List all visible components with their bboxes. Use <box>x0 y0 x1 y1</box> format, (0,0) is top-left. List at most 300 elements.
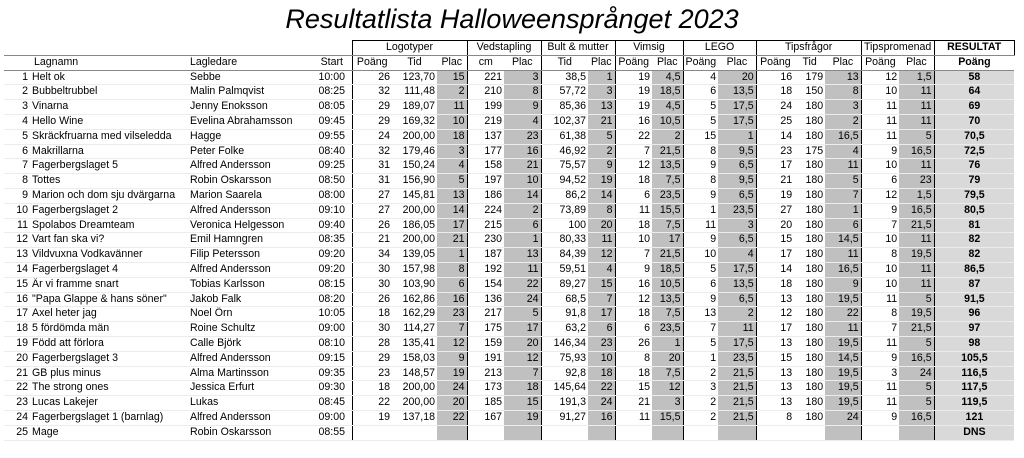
cell-bult-plac: 4 <box>588 262 615 277</box>
col-header-plac: Plac <box>504 55 541 70</box>
cell-vedstapling-cm: 159 <box>467 336 504 351</box>
cell-vedstapling-plac: 10 <box>504 174 541 189</box>
cell-start-time: 08:05 <box>312 100 352 115</box>
cell-tipsfragor-plac: 19,5 <box>825 381 861 396</box>
cell-logotyper-poang: 24 <box>352 129 392 144</box>
cell-lego-poang: 2 <box>683 410 718 425</box>
cell-bult-tid: 94,52 <box>541 174 588 189</box>
cell-bult-tid: 92,8 <box>541 366 588 381</box>
cell-vedstapling-cm: 173 <box>467 381 504 396</box>
cell-team-leader: Alfred Andersson <box>188 203 312 218</box>
cell-tipspromenad-plac: 16,5 <box>899 410 934 425</box>
cell-lego-plac: 9,5 <box>718 144 756 159</box>
cell-vedstapling-plac: 14 <box>504 188 541 203</box>
cell-tipsfragor-poang: 18 <box>756 277 794 292</box>
cell-tipspromenad-poang: 11 <box>861 114 899 129</box>
cell-logotyper-plac: 4 <box>437 159 467 174</box>
cell-vedstapling-cm: 199 <box>467 100 504 115</box>
cell-team-leader: Alfred Andersson <box>188 351 312 366</box>
cell-tipspromenad-poang: 7 <box>861 218 899 233</box>
cell-tipspromenad-plac: 21,5 <box>899 322 934 337</box>
cell-lego-poang: 6 <box>683 277 718 292</box>
cell-logotyper-poang: 26 <box>352 218 392 233</box>
cell-logotyper-tid: 148,57 <box>392 366 437 381</box>
cell-tipsfragor-tid: 180 <box>794 100 825 115</box>
cell-row-number: 20 <box>4 351 30 366</box>
cell-bult-plac: 17 <box>588 307 615 322</box>
cell-logotyper-poang: 27 <box>352 203 392 218</box>
cell-row-number: 14 <box>4 262 30 277</box>
cell-vedstapling-plac: 12 <box>504 351 541 366</box>
table-row <box>4 100 1014 115</box>
cell-tipspromenad-plac: 19,5 <box>899 248 934 263</box>
cell-logotyper-poang: 34 <box>352 248 392 263</box>
cell-bult-tid: 91,27 <box>541 410 588 425</box>
cell-tipspromenad-poang: 8 <box>861 248 899 263</box>
table-row <box>4 218 1014 233</box>
cell-vedstapling-plac: 20 <box>504 336 541 351</box>
cell-tipspromenad-poang: 6 <box>861 174 899 189</box>
cell-vedstapling-cm: 137 <box>467 129 504 144</box>
cell-row-number: 17 <box>4 307 30 322</box>
cell-tipsfragor-poang: 27 <box>756 203 794 218</box>
cell-vimsig-plac: 3 <box>652 396 683 411</box>
cell-start-time: 09:00 <box>312 322 352 337</box>
cell-bult-plac: 23 <box>588 336 615 351</box>
cell-vedstapling-plac: 6 <box>504 218 541 233</box>
cell-tipsfragor-tid: 180 <box>794 336 825 351</box>
cell-tipsfragor-plac <box>825 425 861 440</box>
cell-team-name: Fagerbergslaget 3 <box>30 351 188 366</box>
cell-tipsfragor-tid: 180 <box>794 396 825 411</box>
cell-result-poang: 121 <box>934 410 1014 425</box>
cell-vimsig-poang: 16 <box>615 277 652 292</box>
cell-lego-poang: 3 <box>683 381 718 396</box>
cell-tipspromenad-plac <box>899 425 934 440</box>
cell-bult-plac <box>588 425 615 440</box>
cell-vimsig-poang: 21 <box>615 396 652 411</box>
cell-logotyper-poang: 28 <box>352 336 392 351</box>
cell-team-name: Hello Wine <box>30 114 188 129</box>
cell-team-leader: Filip Petersson <box>188 248 312 263</box>
cell-team-name: Makrillarna <box>30 144 188 159</box>
cell-bult-tid: 102,37 <box>541 114 588 129</box>
cell-bult-tid: 100 <box>541 218 588 233</box>
cell-logotyper-poang: 26 <box>352 70 392 85</box>
cell-tipsfragor-tid: 180 <box>794 218 825 233</box>
cell-logotyper-tid: 169,32 <box>392 114 437 129</box>
cell-team-name: Vinarna <box>30 100 188 115</box>
cell-team-name: Skräckfruarna med vilseledda <box>30 129 188 144</box>
cell-logotyper-poang: 29 <box>352 100 392 115</box>
cell-result-poang: DNS <box>934 425 1014 440</box>
cell-lego-plac: 17,5 <box>718 114 756 129</box>
cell-row-number: 5 <box>4 129 30 144</box>
cell-tipspromenad-poang: 10 <box>861 159 899 174</box>
cell-result-poang: 91,5 <box>934 292 1014 307</box>
cell-tipsfragor-tid: 180 <box>794 292 825 307</box>
cell-tipsfragor-plac: 16,5 <box>825 129 861 144</box>
cell-tipspromenad-plac: 11 <box>899 114 934 129</box>
cell-lego-plac: 6,5 <box>718 233 756 248</box>
cell-tipsfragor-plac: 11 <box>825 322 861 337</box>
cell-tipsfragor-poang: 12 <box>756 307 794 322</box>
cell-row-number: 7 <box>4 159 30 174</box>
cell-logotyper-tid: 158,03 <box>392 351 437 366</box>
cell-tipsfragor-tid <box>794 425 825 440</box>
cell-vimsig-poang: 18 <box>615 174 652 189</box>
cell-tipsfragor-plac: 16,5 <box>825 262 861 277</box>
cell-bult-plac: 22 <box>588 381 615 396</box>
group-header-lego: LEGO <box>683 41 756 56</box>
cell-tipsfragor-tid: 180 <box>794 114 825 129</box>
cell-vimsig-poang: 6 <box>615 322 652 337</box>
cell-logotyper-poang: 18 <box>352 381 392 396</box>
cell-team-name: Fagerbergslaget 1 (barnlag) <box>30 410 188 425</box>
cell-logotyper-tid: 114,27 <box>392 322 437 337</box>
cell-start-time: 08:20 <box>312 292 352 307</box>
cell-vedstapling-plac: 7 <box>504 366 541 381</box>
cell-lego-poang: 8 <box>683 174 718 189</box>
cell-lego-plac <box>718 425 756 440</box>
cell-tipsfragor-plac: 11 <box>825 159 861 174</box>
cell-vimsig-plac: 10,5 <box>652 277 683 292</box>
cell-lego-plac: 2 <box>718 307 756 322</box>
cell-tipsfragor-plac: 7 <box>825 188 861 203</box>
cell-vimsig-poang: 26 <box>615 336 652 351</box>
cell-vedstapling-cm: 177 <box>467 144 504 159</box>
cell-team-leader: Robin Oskarsson <box>188 174 312 189</box>
cell-lego-poang: 9 <box>683 233 718 248</box>
cell-vimsig-plac: 7,5 <box>652 366 683 381</box>
col-header-resultat-poang: Poäng <box>934 55 1014 70</box>
cell-logotyper-poang: 26 <box>352 292 392 307</box>
cell-row-number: 12 <box>4 233 30 248</box>
cell-row-number: 2 <box>4 85 30 100</box>
cell-team-leader: Emil Hamngren <box>188 233 312 248</box>
col-header-poang: Poäng <box>615 55 652 70</box>
cell-tipsfragor-plac: 1 <box>825 203 861 218</box>
cell-lego-poang: 8 <box>683 144 718 159</box>
cell-logotyper-tid: 135,41 <box>392 336 437 351</box>
cell-result-poang: 64 <box>934 85 1014 100</box>
cell-vimsig-plac: 13,5 <box>652 292 683 307</box>
cell-team-name: "Papa Glappe & hans söner" <box>30 292 188 307</box>
cell-tipsfragor-poang: 13 <box>756 336 794 351</box>
cell-vimsig-plac: 20 <box>652 351 683 366</box>
cell-team-leader: Robin Oskarsson <box>188 425 312 440</box>
cell-logotyper-plac: 3 <box>437 144 467 159</box>
cell-tipspromenad-plac: 11 <box>899 85 934 100</box>
cell-logotyper-poang: 30 <box>352 262 392 277</box>
cell-lego-poang: 1 <box>683 351 718 366</box>
cell-vedstapling-cm: 221 <box>467 70 504 85</box>
cell-bult-plac: 6 <box>588 322 615 337</box>
cell-tipspromenad-poang: 9 <box>861 203 899 218</box>
cell-start-time: 09:00 <box>312 410 352 425</box>
cell-logotyper-plac: 13 <box>437 188 467 203</box>
cell-team-leader: Evelina Abrahamsson <box>188 114 312 129</box>
cell-bult-tid: 63,2 <box>541 322 588 337</box>
group-header-resultat: RESULTAT <box>934 41 1014 56</box>
cell-start-time: 09:20 <box>312 248 352 263</box>
cell-vimsig-poang: 18 <box>615 307 652 322</box>
cell-bult-plac: 15 <box>588 277 615 292</box>
cell-result-poang: 70 <box>934 114 1014 129</box>
group-header-bult-mutter: Bult & mutter <box>541 41 615 56</box>
cell-vimsig-plac: 4,5 <box>652 70 683 85</box>
cell-tipsfragor-tid: 180 <box>794 366 825 381</box>
cell-vimsig-poang: 11 <box>615 410 652 425</box>
cell-lego-poang: 4 <box>683 70 718 85</box>
cell-tipsfragor-plac: 24 <box>825 410 861 425</box>
cell-tipspromenad-poang: 11 <box>861 129 899 144</box>
cell-bult-plac: 14 <box>588 188 615 203</box>
cell-tipspromenad-plac: 11 <box>899 277 934 292</box>
cell-vedstapling-plac: 15 <box>504 396 541 411</box>
cell-logotyper-plac: 24 <box>437 381 467 396</box>
cell-lego-poang: 9 <box>683 159 718 174</box>
cell-tipsfragor-poang: 13 <box>756 366 794 381</box>
table-row <box>4 410 1014 425</box>
cell-logotyper-plac: 22 <box>437 410 467 425</box>
table-row <box>4 396 1014 411</box>
cell-vedstapling-cm: 136 <box>467 292 504 307</box>
cell-start-time: 09:20 <box>312 262 352 277</box>
table-row <box>4 351 1014 366</box>
cell-row-number: 13 <box>4 248 30 263</box>
cell-result-poang: 82 <box>934 233 1014 248</box>
cell-tipspromenad-plac: 16,5 <box>899 351 934 366</box>
cell-vedstapling-cm: 219 <box>467 114 504 129</box>
cell-vedstapling-plac: 11 <box>504 262 541 277</box>
cell-vimsig-poang: 19 <box>615 85 652 100</box>
cell-row-number: 15 <box>4 277 30 292</box>
cell-vimsig-plac: 17 <box>652 233 683 248</box>
cell-tipsfragor-plac: 19,5 <box>825 366 861 381</box>
cell-logotyper-tid: 162,29 <box>392 307 437 322</box>
cell-result-poang: 80,5 <box>934 203 1014 218</box>
cell-tipsfragor-tid: 180 <box>794 129 825 144</box>
cell-team-leader: Alfred Andersson <box>188 262 312 277</box>
cell-team-name: The strong ones <box>30 381 188 396</box>
cell-tipspromenad-poang: 11 <box>861 336 899 351</box>
cell-logotyper-plac: 19 <box>437 366 467 381</box>
cell-team-name: Bubbeltrubbel <box>30 85 188 100</box>
column-header-row <box>4 55 1014 70</box>
col-header-poang: Poäng <box>352 55 392 70</box>
cell-row-number: 16 <box>4 292 30 307</box>
cell-tipspromenad-plac: 24 <box>899 366 934 381</box>
cell-vedstapling-cm <box>467 425 504 440</box>
cell-tipspromenad-poang: 7 <box>861 322 899 337</box>
cell-team-name: Axel heter jag <box>30 307 188 322</box>
cell-vimsig-plac: 10,5 <box>652 114 683 129</box>
cell-tipsfragor-plac: 11 <box>825 248 861 263</box>
cell-tipsfragor-poang: 16 <box>756 70 794 85</box>
cell-tipspromenad-plac: 5 <box>899 292 934 307</box>
cell-tipsfragor-poang: 17 <box>756 159 794 174</box>
cell-start-time: 08:35 <box>312 233 352 248</box>
cell-tipsfragor-plac: 2 <box>825 114 861 129</box>
group-header-row <box>4 41 1014 56</box>
cell-lego-poang <box>683 425 718 440</box>
col-header-plac: Plac <box>437 55 467 70</box>
cell-vedstapling-cm: 185 <box>467 396 504 411</box>
cell-start-time: 08:55 <box>312 425 352 440</box>
col-header-lagledare: Lagledare <box>188 55 312 70</box>
cell-vimsig-plac: 23,5 <box>652 188 683 203</box>
cell-bult-tid: 61,38 <box>541 129 588 144</box>
cell-logotyper-poang: 27 <box>352 188 392 203</box>
cell-vedstapling-plac: 21 <box>504 159 541 174</box>
cell-vedstapling-plac: 4 <box>504 114 541 129</box>
cell-logotyper-plac: 16 <box>437 292 467 307</box>
cell-tipspromenad-poang: 10 <box>861 277 899 292</box>
cell-logotyper-tid: 156,90 <box>392 174 437 189</box>
cell-vimsig-plac: 7,5 <box>652 218 683 233</box>
cell-vedstapling-plac: 2 <box>504 203 541 218</box>
cell-bult-tid: 57,72 <box>541 85 588 100</box>
cell-tipspromenad-poang: 11 <box>861 292 899 307</box>
cell-tipsfragor-plac: 5 <box>825 174 861 189</box>
cell-logotyper-tid: 189,07 <box>392 100 437 115</box>
cell-tipsfragor-plac: 19,5 <box>825 336 861 351</box>
cell-lego-plac: 1 <box>718 129 756 144</box>
cell-lego-poang: 10 <box>683 248 718 263</box>
cell-tipsfragor-tid: 180 <box>794 381 825 396</box>
cell-logotyper-tid: 145,81 <box>392 188 437 203</box>
cell-tipspromenad-plac: 5 <box>899 336 934 351</box>
cell-result-poang: 96 <box>934 307 1014 322</box>
col-header-plac: Plac <box>825 55 861 70</box>
cell-tipsfragor-plac: 3 <box>825 100 861 115</box>
cell-vimsig-poang: 22 <box>615 129 652 144</box>
cell-start-time: 09:25 <box>312 159 352 174</box>
cell-row-number: 1 <box>4 70 30 85</box>
cell-logotyper-poang: 21 <box>352 233 392 248</box>
cell-bult-plac: 1 <box>588 70 615 85</box>
group-header-logotyper: Logotyper <box>352 41 467 56</box>
cell-tipspromenad-plac: 23 <box>899 174 934 189</box>
cell-team-leader: Peter Folke <box>188 144 312 159</box>
cell-vedstapling-cm: 224 <box>467 203 504 218</box>
cell-tipsfragor-tid: 180 <box>794 351 825 366</box>
cell-vedstapling-cm: 217 <box>467 307 504 322</box>
cell-vimsig-poang: 8 <box>615 351 652 366</box>
cell-team-name: Fagerbergslaget 4 <box>30 262 188 277</box>
cell-start-time: 09:10 <box>312 203 352 218</box>
cell-tipsfragor-tid: 175 <box>794 144 825 159</box>
cell-lego-plac: 20 <box>718 70 756 85</box>
cell-start-time: 09:15 <box>312 351 352 366</box>
cell-lego-plac: 21,5 <box>718 396 756 411</box>
cell-tipsfragor-poang: 13 <box>756 396 794 411</box>
cell-logotyper-poang: 22 <box>352 396 392 411</box>
cell-vedstapling-plac: 19 <box>504 410 541 425</box>
cell-start-time: 09:30 <box>312 381 352 396</box>
cell-bult-tid: 146,34 <box>541 336 588 351</box>
cell-bult-tid: 80,33 <box>541 233 588 248</box>
cell-vimsig-plac <box>652 425 683 440</box>
cell-lego-poang: 6 <box>683 85 718 100</box>
cell-vimsig-poang: 18 <box>615 366 652 381</box>
cell-vedstapling-plac <box>504 425 541 440</box>
cell-lego-poang: 15 <box>683 129 718 144</box>
cell-vedstapling-cm: 158 <box>467 159 504 174</box>
cell-team-leader: Jessica Erfurt <box>188 381 312 396</box>
cell-logotyper-tid: 137,18 <box>392 410 437 425</box>
cell-team-name: Vildvuxna Vodkavänner <box>30 248 188 263</box>
cell-lego-plac: 17,5 <box>718 262 756 277</box>
cell-start-time: 08:00 <box>312 188 352 203</box>
cell-row-number: 22 <box>4 381 30 396</box>
cell-logotyper-plac: 20 <box>437 396 467 411</box>
cell-team-leader: Sebbe <box>188 70 312 85</box>
table-row <box>4 322 1014 337</box>
cell-bult-tid: 46,92 <box>541 144 588 159</box>
cell-lego-poang: 9 <box>683 188 718 203</box>
cell-lego-plac: 21,5 <box>718 410 756 425</box>
cell-lego-plac: 17,5 <box>718 100 756 115</box>
cell-bult-tid: 91,8 <box>541 307 588 322</box>
cell-vimsig-plac: 18,5 <box>652 85 683 100</box>
cell-tipspromenad-plac: 5 <box>899 381 934 396</box>
cell-tipspromenad-poang: 3 <box>861 366 899 381</box>
cell-lego-plac: 23,5 <box>718 351 756 366</box>
group-header-tipsfragor: Tipsfrågor <box>756 41 861 56</box>
cell-vedstapling-plac: 9 <box>504 100 541 115</box>
cell-tipsfragor-tid: 179 <box>794 70 825 85</box>
cell-tipsfragor-plac: 8 <box>825 85 861 100</box>
cell-tipspromenad-poang <box>861 425 899 440</box>
cell-vimsig-plac: 15,5 <box>652 410 683 425</box>
cell-vimsig-plac: 2 <box>652 129 683 144</box>
cell-tipspromenad-plac: 11 <box>899 262 934 277</box>
table-row <box>4 159 1014 174</box>
cell-tipspromenad-plac: 5 <box>899 129 934 144</box>
cell-lego-poang: 5 <box>683 114 718 129</box>
table-row <box>4 233 1014 248</box>
cell-tipspromenad-plac: 11 <box>899 233 934 248</box>
cell-team-name: 5 fördömda män <box>30 322 188 337</box>
cell-tipspromenad-plac: 1,5 <box>899 188 934 203</box>
cell-vedstapling-cm: 210 <box>467 85 504 100</box>
cell-vimsig-plac: 18,5 <box>652 262 683 277</box>
cell-vimsig-poang: 11 <box>615 203 652 218</box>
cell-vimsig-plac: 4,5 <box>652 100 683 115</box>
cell-tipsfragor-poang: 15 <box>756 351 794 366</box>
cell-tipsfragor-poang: 18 <box>756 85 794 100</box>
cell-logotyper-plac: 2 <box>437 85 467 100</box>
cell-team-leader: Hagge <box>188 129 312 144</box>
cell-vimsig-poang: 10 <box>615 233 652 248</box>
cell-tipsfragor-plac: 9 <box>825 277 861 292</box>
cell-tipspromenad-poang: 10 <box>861 85 899 100</box>
cell-vimsig-plac: 15,5 <box>652 203 683 218</box>
cell-logotyper-plac: 6 <box>437 277 467 292</box>
cell-lego-poang: 1 <box>683 203 718 218</box>
cell-start-time: 08:50 <box>312 174 352 189</box>
cell-tipspromenad-poang: 10 <box>861 262 899 277</box>
cell-vimsig-poang: 18 <box>615 218 652 233</box>
col-header-lagnamn: Lagnamn <box>4 55 188 70</box>
cell-tipspromenad-poang: 9 <box>861 351 899 366</box>
cell-vimsig-poang: 7 <box>615 144 652 159</box>
cell-bult-tid: 59,51 <box>541 262 588 277</box>
cell-vedstapling-plac: 5 <box>504 307 541 322</box>
cell-bult-tid: 145,64 <box>541 381 588 396</box>
